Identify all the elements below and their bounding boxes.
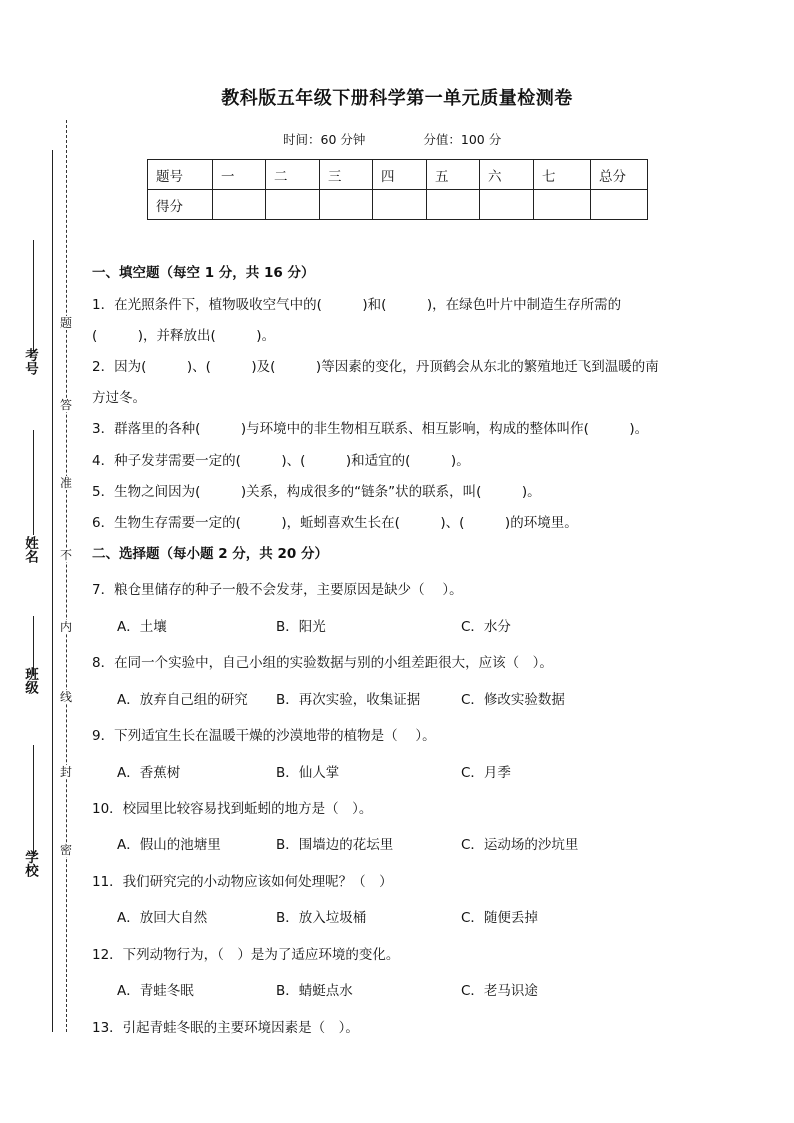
question-line: 6．生物生存需要一定的( )，蚯蚓喜欢生长在( )、( )的环境里。 bbox=[92, 515, 578, 531]
seal-char: 内 bbox=[59, 620, 72, 634]
score-input-cell[interactable] bbox=[534, 190, 591, 220]
exam-no-label: 考号 bbox=[22, 348, 38, 375]
exam-meta bbox=[283, 130, 501, 148]
question-stem: 9．下列适宜生长在温暖干燥的沙漠地带的植物是（ ）。 bbox=[92, 728, 436, 744]
question-stem: 11．我们研究完的小动物应该如何处理呢？（ ） bbox=[92, 874, 393, 890]
binding-dashed-line bbox=[66, 120, 67, 1032]
option-a[interactable]: A．放弃自己组的研究 bbox=[117, 692, 248, 708]
option-a[interactable]: A．放回大自然 bbox=[117, 910, 208, 926]
table-cell: 二 bbox=[266, 160, 320, 190]
seal-char: 准 bbox=[59, 476, 72, 490]
option-c[interactable]: C．水分 bbox=[461, 619, 511, 635]
table-cell: 题号 bbox=[148, 160, 213, 190]
table-cell: 总分 bbox=[591, 160, 648, 190]
section-heading: 二、选择题（每小题 2 分，共 20 分） bbox=[92, 546, 328, 562]
name-label: 姓名 bbox=[22, 536, 38, 563]
time-limit: 时间：60 分钟 bbox=[283, 132, 366, 147]
question-line: 5．生物之间因为( )关系，构成很多的“链条”状的联系，叫( )。 bbox=[92, 484, 541, 500]
score-input-cell[interactable] bbox=[480, 190, 534, 220]
question-stem: 13．引起青蛙冬眠的主要环境因素是（ ）。 bbox=[92, 1020, 359, 1036]
option-c[interactable]: C．月季 bbox=[461, 765, 511, 781]
question-line: ( )，并释放出( )。 bbox=[92, 328, 276, 344]
score-input-cell[interactable] bbox=[373, 190, 427, 220]
table-cell: 七 bbox=[534, 160, 591, 190]
class-label: 班级 bbox=[22, 667, 38, 694]
score-table-score-row bbox=[148, 190, 648, 220]
table-cell: 得分 bbox=[148, 190, 213, 220]
table-cell: 五 bbox=[427, 160, 480, 190]
section-heading: 一、填空题（每空 1 分，共 16 分） bbox=[92, 265, 315, 281]
question-line: 方过冬。 bbox=[92, 390, 146, 406]
option-b[interactable]: B．阳光 bbox=[276, 619, 326, 635]
table-cell: 三 bbox=[320, 160, 373, 190]
score-input-cell[interactable] bbox=[320, 190, 373, 220]
score-table-header-row bbox=[148, 160, 648, 190]
exam-no-fill-line bbox=[33, 240, 52, 350]
option-c[interactable]: C．随便丢掉 bbox=[461, 910, 538, 926]
seal-char: 题 bbox=[59, 316, 72, 330]
seal-char: 线 bbox=[59, 690, 72, 704]
table-cell: 一 bbox=[213, 160, 266, 190]
table-cell: 四 bbox=[373, 160, 427, 190]
total-score: 分值：100 分 bbox=[423, 132, 502, 147]
score-input-cell[interactable] bbox=[213, 190, 266, 220]
option-b[interactable]: B．蜻蜓点水 bbox=[276, 983, 353, 999]
name-fill-line bbox=[33, 430, 54, 535]
option-c[interactable]: C．运动场的沙坑里 bbox=[461, 837, 579, 853]
option-a[interactable]: A．香蕉树 bbox=[117, 765, 181, 781]
question-stem: 7．粮仓里储存的种子一般不会发芽，主要原因是缺少（ ）。 bbox=[92, 582, 463, 598]
school-label: 学校 bbox=[22, 850, 38, 877]
seal-char: 密 bbox=[59, 843, 72, 857]
binding-solid-line bbox=[52, 150, 53, 1032]
score-input-cell[interactable] bbox=[591, 190, 648, 220]
option-b[interactable]: B．仙人掌 bbox=[276, 765, 340, 781]
option-b[interactable]: B．围墙边的花坛里 bbox=[276, 837, 394, 853]
option-a[interactable]: A．土壤 bbox=[117, 619, 167, 635]
question-line: 1．在光照条件下，植物吸收空气中的( )和( )，在绿色叶片中制造生存所需的 bbox=[92, 297, 622, 313]
score-input-cell[interactable] bbox=[427, 190, 480, 220]
seal-char: 不 bbox=[59, 548, 72, 562]
option-b[interactable]: B．放入垃圾桶 bbox=[276, 910, 367, 926]
option-a[interactable]: A．假山的池塘里 bbox=[117, 837, 221, 853]
table-cell: 六 bbox=[480, 160, 534, 190]
option-a[interactable]: A．青蛙冬眠 bbox=[117, 983, 194, 999]
question-line: 3．群落里的各种( )与环境中的非生物相互联系、相互影响，构成的整体叫作( )。 bbox=[92, 421, 649, 437]
score-table bbox=[147, 159, 648, 220]
question-stem: 10．校园里比较容易找到蚯蚓的地方是（ ）。 bbox=[92, 801, 373, 817]
question-line: 2．因为( )、( )及( )等因素的变化，丹顶鹤会从东北的繁殖地迁飞到温暖的南 bbox=[92, 359, 659, 375]
option-c[interactable]: C．修改实验数据 bbox=[461, 692, 565, 708]
seal-char: 答 bbox=[59, 398, 72, 412]
option-b[interactable]: B．再次实验，收集证据 bbox=[276, 692, 421, 708]
question-stem: 12．下列动物行为，（ ）是为了适应环境的变化。 bbox=[92, 947, 400, 963]
question-stem: 8．在同一个实验中，自己小组的实验数据与别的小组差距很大，应该（ ）。 bbox=[92, 655, 553, 671]
page-title: 教科版五年级下册科学第一单元质量检测卷 bbox=[221, 88, 573, 109]
option-c[interactable]: C．老马识途 bbox=[461, 983, 538, 999]
seal-char: 封 bbox=[59, 765, 72, 779]
school-fill-line bbox=[33, 745, 54, 855]
score-input-cell[interactable] bbox=[266, 190, 320, 220]
question-line: 4．种子发芽需要一定的( )、( )和适宜的( )。 bbox=[92, 453, 470, 469]
